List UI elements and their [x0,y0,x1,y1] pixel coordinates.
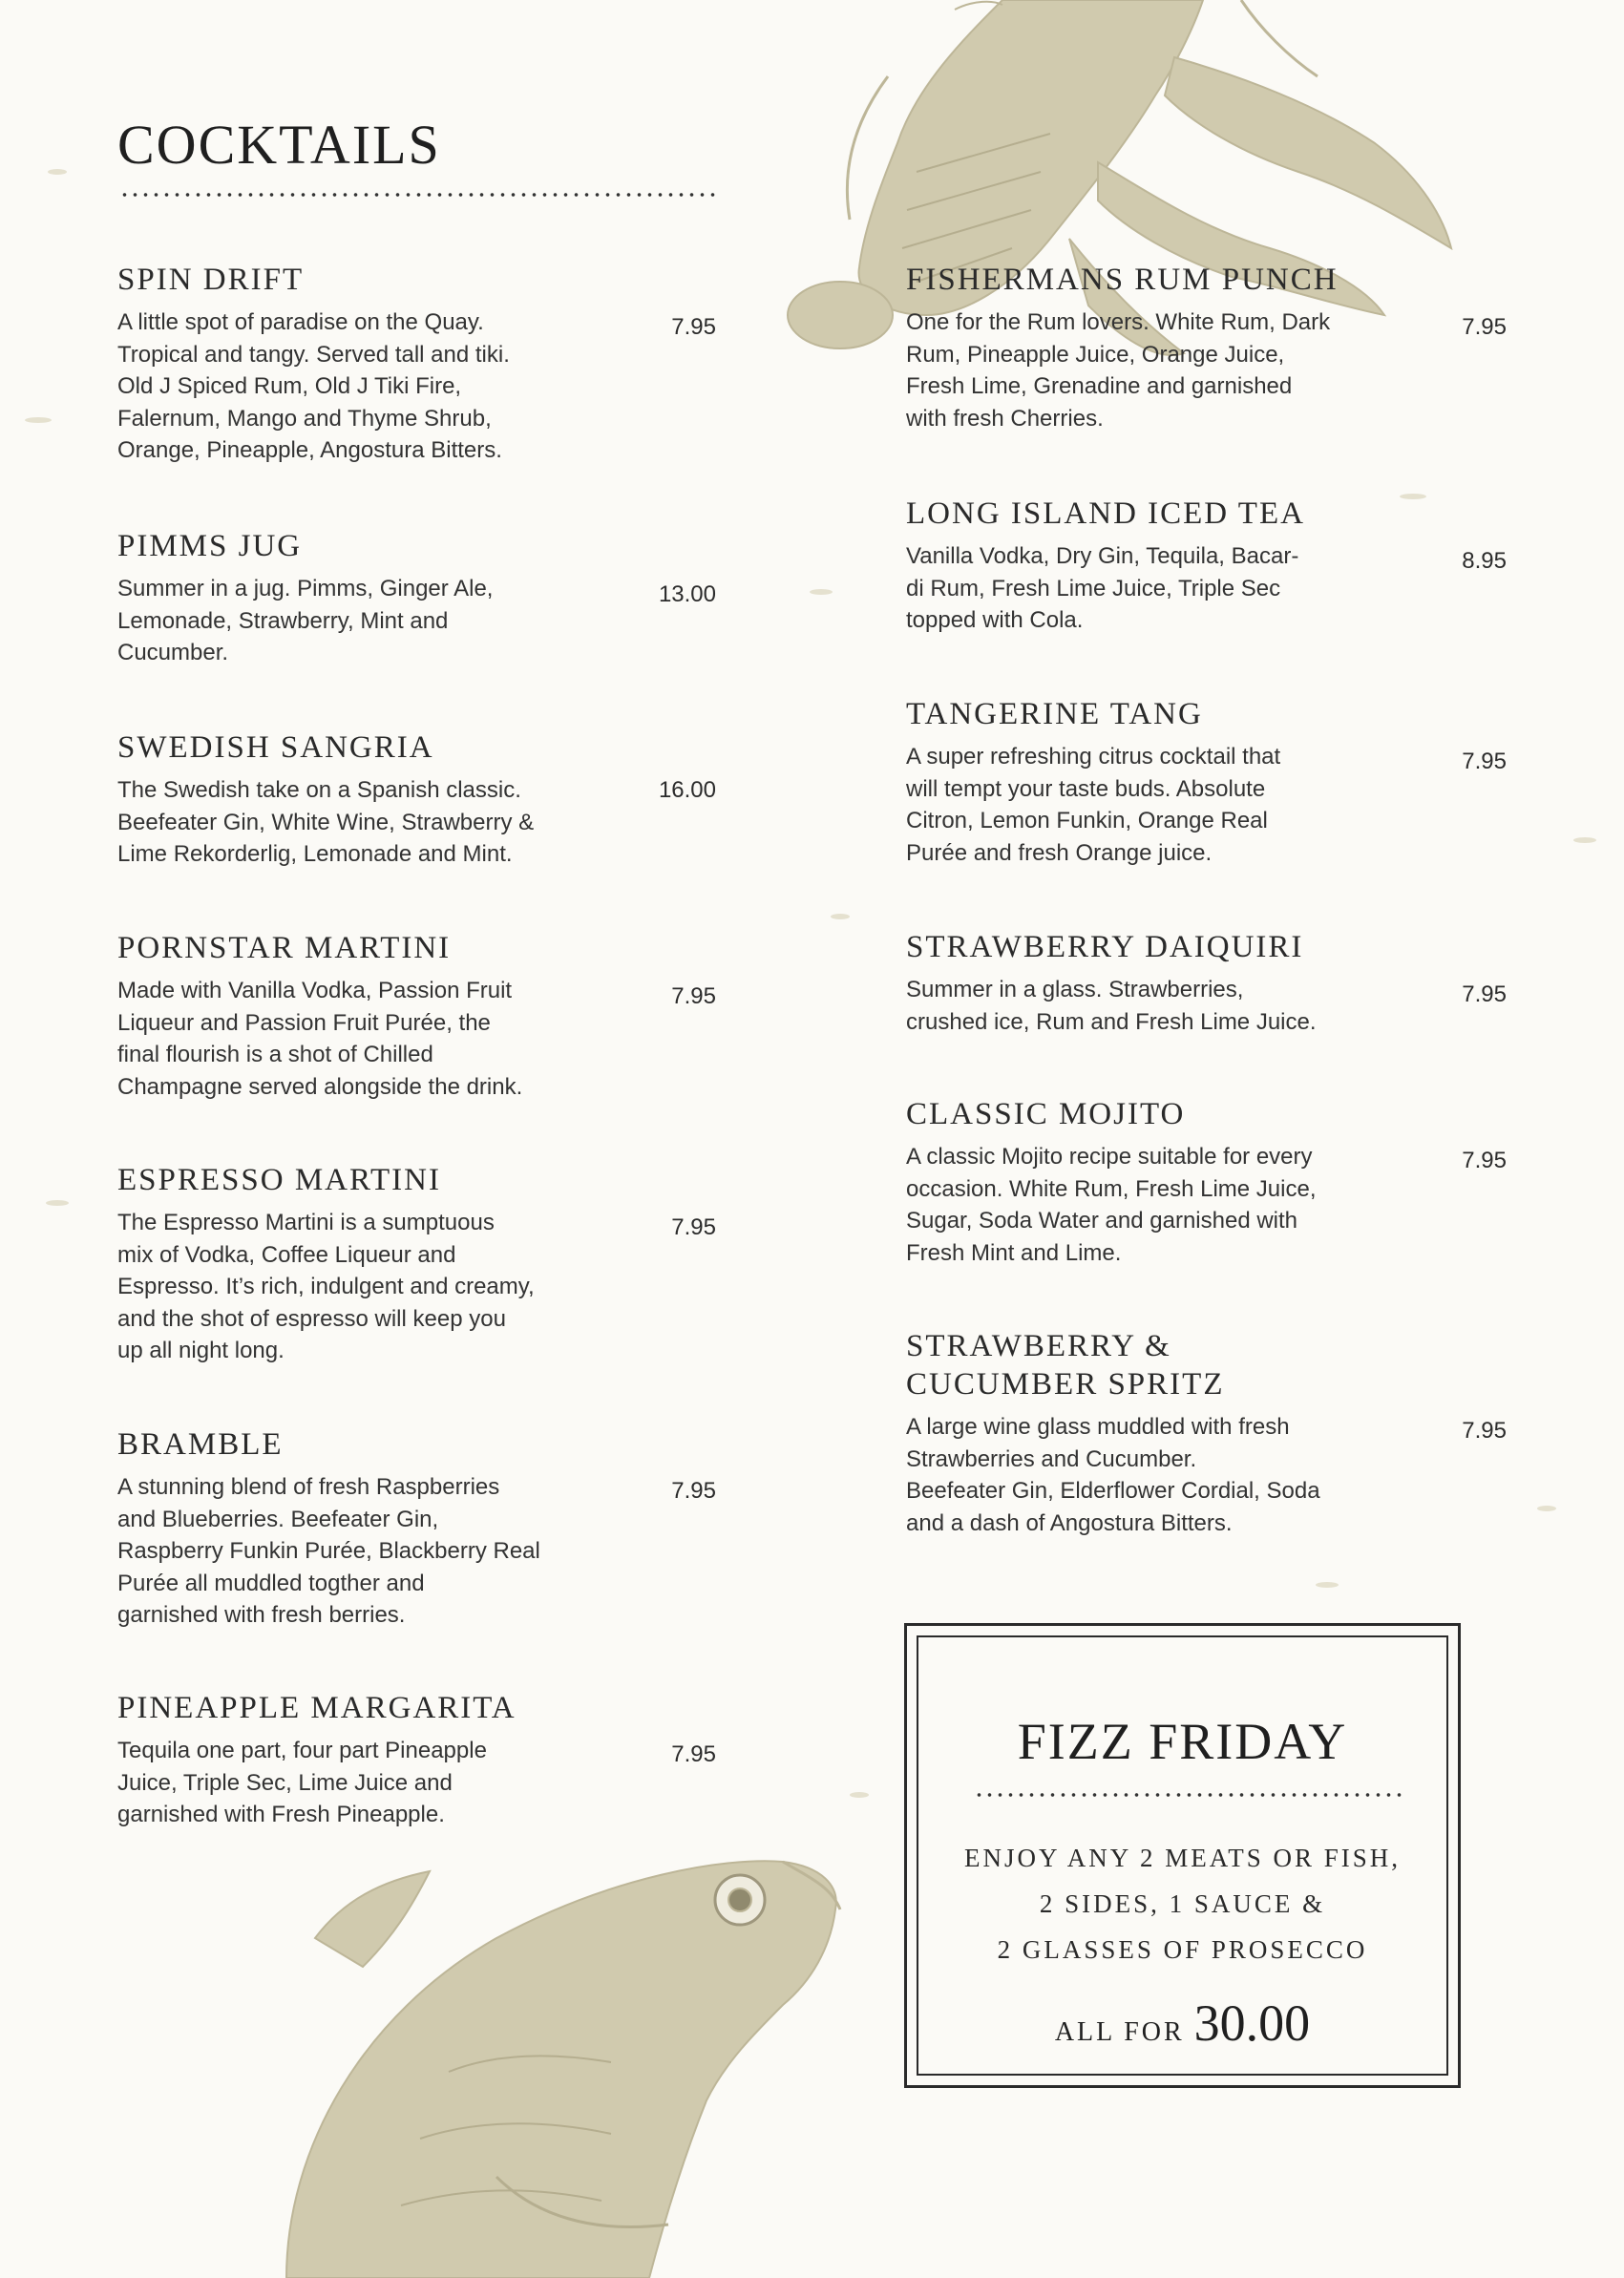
menu-item [117,929,633,1103]
fizz-offer-line: ENJOY ANY 2 MEATS OR FISH, [963,1844,1402,1872]
fizz-price-line [907,1993,1458,2053]
item-name: STRAWBERRY & CUCUMBER SPRITZ [906,1329,1225,1402]
item-price: 7.95 [1462,1418,1507,1444]
item-price: 16.00 [658,777,716,803]
item-description: A super refreshing citrus cocktail that will tempt your taste buds. Absolute Citron, Lemon Funkin, Orange Real Purée and fresh Orange juice. [906,744,1281,866]
menu-item [906,1327,1422,1539]
item-name: LONG ISLAND ICED TEA [906,496,1305,531]
item-price: 7.95 [671,1478,716,1504]
item-name: PORNSTAR MARTINI [117,931,452,965]
menu-item [906,261,1422,434]
item-name: TANGERINE TANG [906,697,1203,731]
item-description: Summer in a jug. Pimms, Ginger Ale, Lemonade, Strawberry, Mint and Cucumber. [117,576,494,665]
item-name: PIMMS JUG [117,529,303,563]
menu-item [117,261,633,467]
item-description: Summer in a glass. Strawberries, crushed ice, Rum and Fresh Lime Juice. [906,977,1317,1035]
fizz-offer-line: 2 GLASSES OF PROSECCO [997,1935,1368,1964]
item-name: FISHERMANS RUM PUNCH [906,263,1339,297]
item-price: 7.95 [1462,314,1507,340]
title-dotted-divider [119,192,716,198]
item-description: Made with Vanilla Vodka, Passion Fruit Liqueur and Passion Fruit Purée, the final flourish is a shot of Chilled Champagne served alongside the drink. [117,978,523,1100]
item-price: 7.95 [1462,749,1507,774]
item-description: A little spot of paradise on the Quay. Tropical and tangy. Served tall and tiki. Old J Spiced Rum, Old J Tiki Fire, Falernum, Mango and Thyme Shrub, Orange, Pineapple, Angostura Bitters. [117,309,510,463]
fizz-price-amount: 30.00 [1193,1994,1311,2052]
item-price: 7.95 [671,983,716,1009]
item-description: Tequila one part, four part Pineapple Juice, Triple Sec, Lime Juice and garnished with Fresh Pineapple. [117,1738,487,1827]
item-name: ESPRESSO MARTINI [117,1163,441,1197]
item-name: SWEDISH SANGRIA [117,730,434,765]
menu-item [117,527,633,669]
page-title: COCKTAILS [117,114,441,176]
item-name: CLASSIC MOJITO [906,1097,1186,1131]
item-price: 7.95 [671,1214,716,1240]
fizz-all-for-label: ALL FOR [1054,2017,1185,2047]
fizz-offer-line: 2 SIDES, 1 SAUCE & [1039,1889,1326,1918]
menu-item [906,495,1422,637]
menu-item [117,1425,633,1632]
item-price: 8.95 [1462,548,1507,574]
item-price: 7.95 [671,314,716,340]
item-description: One for the Rum lovers. White Rum, Dark Rum, Pineapple Juice, Orange Juice, Fresh Lime, Grenadine and garnished with fresh Cherries. [906,309,1331,432]
item-description: The Swedish take on a Spanish classic. Beefeater Gin, White Wine, Strawberry & Lime Rekorderlig, Lemonade and Mint. [117,777,535,867]
item-description: Vanilla Vodka, Dry Gin, Tequila, Bacar- di Rum, Fresh Lime Juice, Triple Sec topped with Cola. [906,543,1299,633]
menu-item [117,1689,633,1831]
item-name: SPIN DRIFT [117,263,305,297]
item-price: 7.95 [671,1741,716,1767]
item-description: A stunning blend of fresh Raspberries and Blueberries. Beefeater Gin, Raspberry Funkin Purée, Blackberry Real Purée all muddled togther and garnished with fresh berries. [117,1474,540,1628]
fizz-friday-title: FIZZ FRIDAY [1017,1713,1348,1770]
item-description: The Espresso Martini is a sumptuous mix of Vodka, Coffee Liqueur and Espresso. It’s rich, indulgent and creamy, and the shot of espresso will keep you up all night long. [117,1210,535,1363]
item-price: 7.95 [1462,1148,1507,1173]
menu-item [906,1095,1422,1269]
menu-item [906,695,1422,869]
item-price: 7.95 [1462,981,1507,1007]
menu-item [117,728,633,871]
item-name: PINEAPPLE MARGARITA [117,1691,517,1725]
item-description: A large wine glass muddled with fresh Strawberries and Cucumber. Beefeater Gin, Elderflower Cordial, Soda and a dash of Angostura Bitters. [906,1414,1320,1536]
fizz-friday-box [904,1623,1461,2088]
menu-item [117,1161,633,1367]
item-name: BRAMBLE [117,1427,284,1462]
fizz-dotted-divider [974,1792,1405,1798]
item-price: 13.00 [658,581,716,607]
menu-item [906,928,1422,1038]
item-description: A classic Mojito recipe suitable for every occasion. White Rum, Fresh Lime Juice, Sugar, Soda Water and garnished with Fresh Mint and Lime. [906,1144,1317,1266]
item-name: STRAWBERRY DAIQUIRI [906,930,1304,964]
